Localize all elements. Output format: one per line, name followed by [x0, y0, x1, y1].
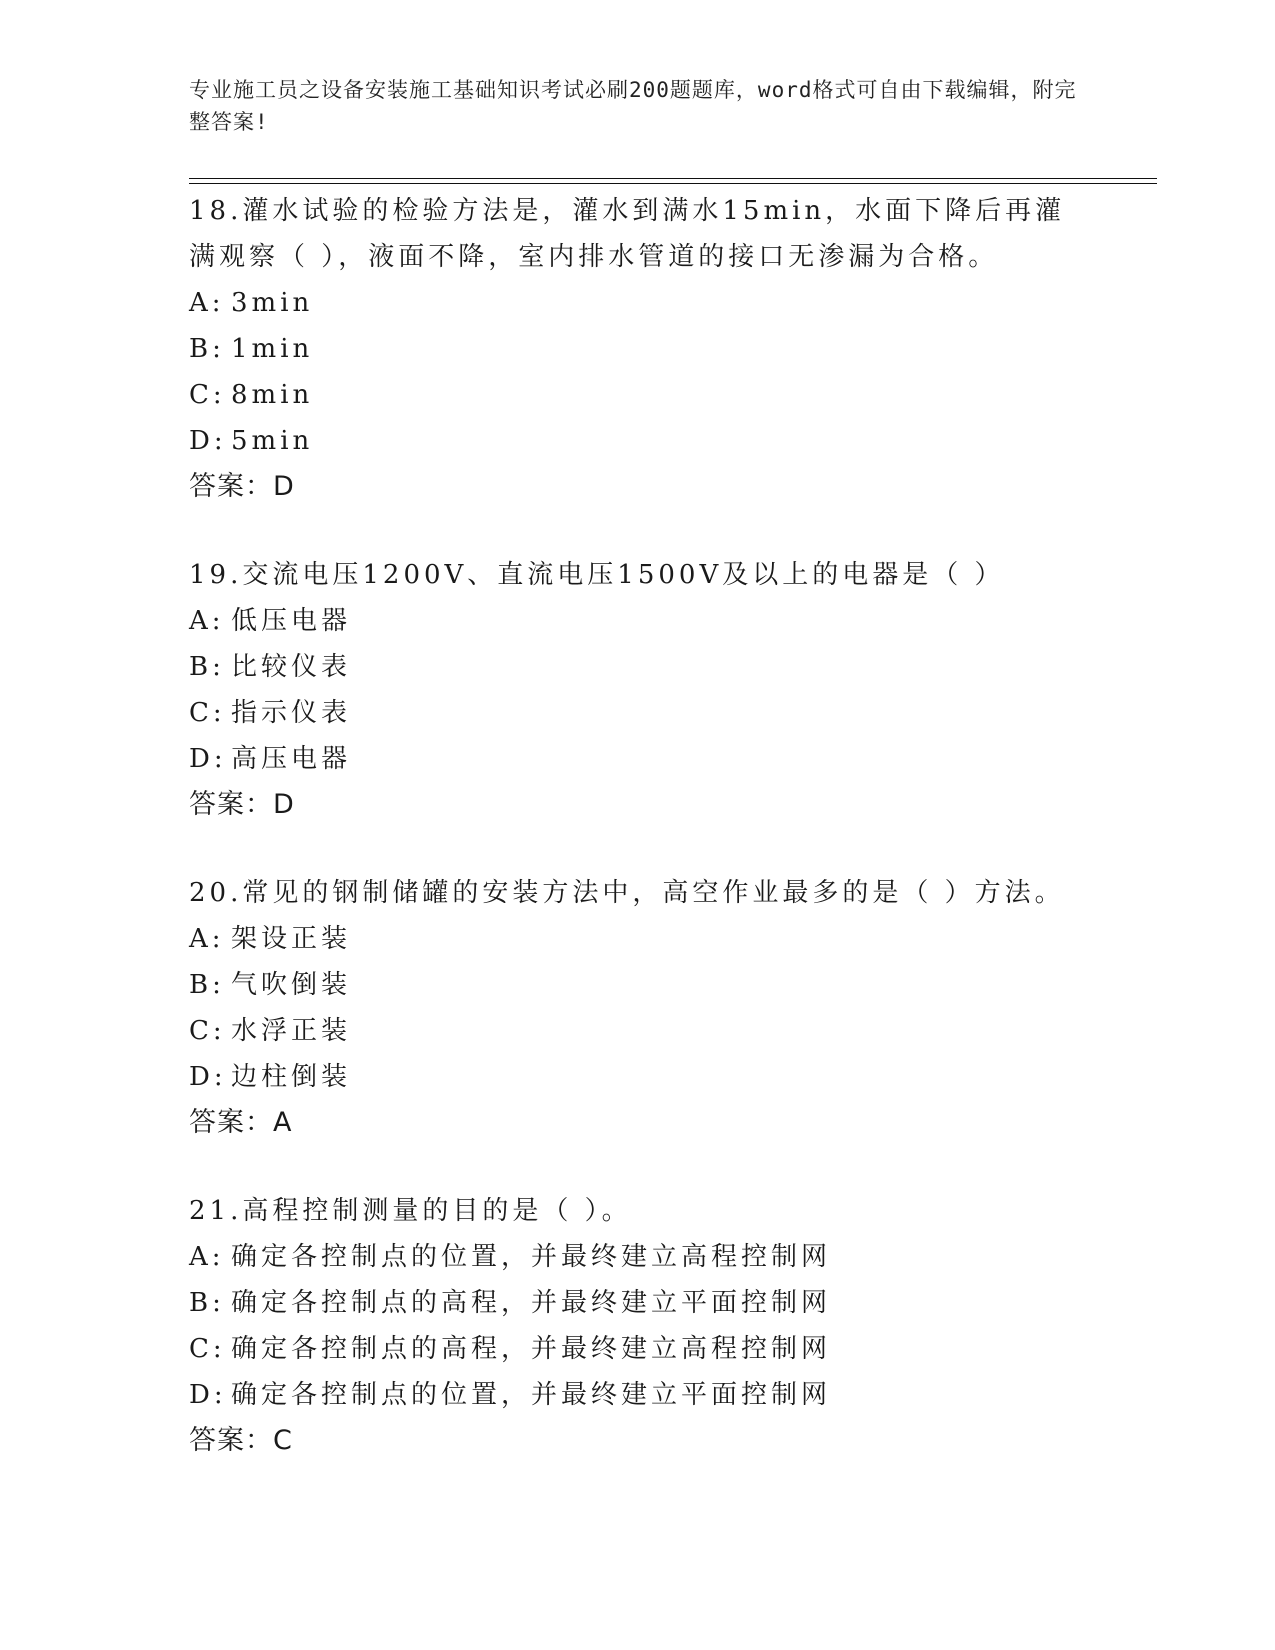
option-text: 高压电器 — [231, 744, 352, 774]
question-stem — [189, 188, 1089, 280]
option-a — [189, 598, 1089, 644]
option-key: C: — [189, 1016, 226, 1046]
option-key: A: — [189, 1242, 225, 1272]
option-key: A: — [189, 924, 225, 954]
option-d — [189, 1372, 1089, 1418]
option-a — [189, 916, 1089, 962]
header-divider-bottom — [189, 183, 1157, 184]
option-a — [189, 280, 1089, 326]
option-text: 确定各控制点的位置，并最终建立高程控制网 — [231, 1242, 832, 1272]
option-b — [189, 962, 1089, 1008]
option-d — [189, 418, 1089, 464]
option-d — [189, 736, 1089, 782]
question-stem — [189, 870, 1089, 916]
option-key: D: — [189, 744, 227, 774]
question-number: 20. — [189, 878, 243, 908]
option-text: 气吹倒装 — [231, 970, 352, 1000]
answer-line: 答案：D — [189, 471, 295, 502]
option-text: 水浮正装 — [231, 1016, 352, 1046]
option-key: D: — [189, 1062, 227, 1092]
answer-line: 答案：D — [189, 789, 295, 820]
option-text: 8min — [231, 380, 314, 410]
option-text: 5min — [231, 426, 314, 456]
option-text: 确定各控制点的位置，并最终建立平面控制网 — [231, 1380, 832, 1410]
option-c — [189, 690, 1089, 736]
document-header: 专业施工员之设备安装施工基础知识考试必刷200题题库，word格式可自由下载编辑，附完整答案! — [189, 78, 1077, 134]
header-divider-top — [189, 178, 1157, 179]
option-b — [189, 1280, 1089, 1326]
question-21 — [189, 1188, 1089, 1464]
option-key: C: — [189, 380, 226, 410]
question-stem — [189, 1188, 1089, 1234]
answer-line: 答案：A — [189, 1107, 293, 1138]
option-text: 确定各控制点的高程，并最终建立平面控制网 — [231, 1288, 832, 1318]
option-key: D: — [189, 1380, 227, 1410]
option-text: 1min — [231, 334, 314, 364]
option-b — [189, 326, 1089, 372]
question-text: 常见的钢制储罐的安装方法中，高空作业最多的是（ ）方法。 — [242, 878, 1065, 908]
option-a — [189, 1234, 1089, 1280]
question-19 — [189, 552, 1089, 828]
option-text: 确定各控制点的高程，并最终建立高程控制网 — [231, 1334, 832, 1364]
option-key: C: — [189, 1334, 226, 1364]
option-key: B: — [189, 970, 225, 1000]
option-text: 3min — [231, 288, 314, 318]
question-number: 21. — [189, 1196, 243, 1226]
option-text: 指示仪表 — [231, 698, 352, 728]
option-key: A: — [189, 606, 225, 636]
question-stem — [189, 552, 1089, 598]
question-text: 交流电压1200V、直流电压1500V及以上的电器是（ ） — [242, 560, 1005, 590]
question-list — [189, 188, 1089, 1506]
option-text: 低压电器 — [231, 606, 352, 636]
option-key: B: — [189, 1288, 225, 1318]
option-d — [189, 1054, 1089, 1100]
option-c — [189, 1326, 1089, 1372]
option-text: 比较仪表 — [231, 652, 352, 682]
question-text: 高程控制测量的目的是（ ）。 — [242, 1196, 632, 1226]
option-key: B: — [189, 334, 225, 364]
option-key: A: — [189, 288, 225, 318]
question-text: 灌水试验的检验方法是，灌水到满水15min，水面下降后再灌满观察（ ），液面不降，室内排水管道的接口无渗漏为合格。 — [189, 196, 1066, 272]
option-c — [189, 1008, 1089, 1054]
option-key: D: — [189, 426, 227, 456]
option-text: 边柱倒装 — [231, 1062, 352, 1092]
option-text: 架设正装 — [231, 924, 352, 954]
question-18 — [189, 188, 1089, 510]
option-key: C: — [189, 698, 226, 728]
answer-line: 答案：C — [189, 1425, 293, 1456]
question-number: 19. — [189, 560, 243, 590]
question-number: 18. — [189, 196, 243, 226]
option-key: B: — [189, 652, 225, 682]
option-c — [189, 372, 1089, 418]
option-b — [189, 644, 1089, 690]
question-20 — [189, 870, 1089, 1146]
